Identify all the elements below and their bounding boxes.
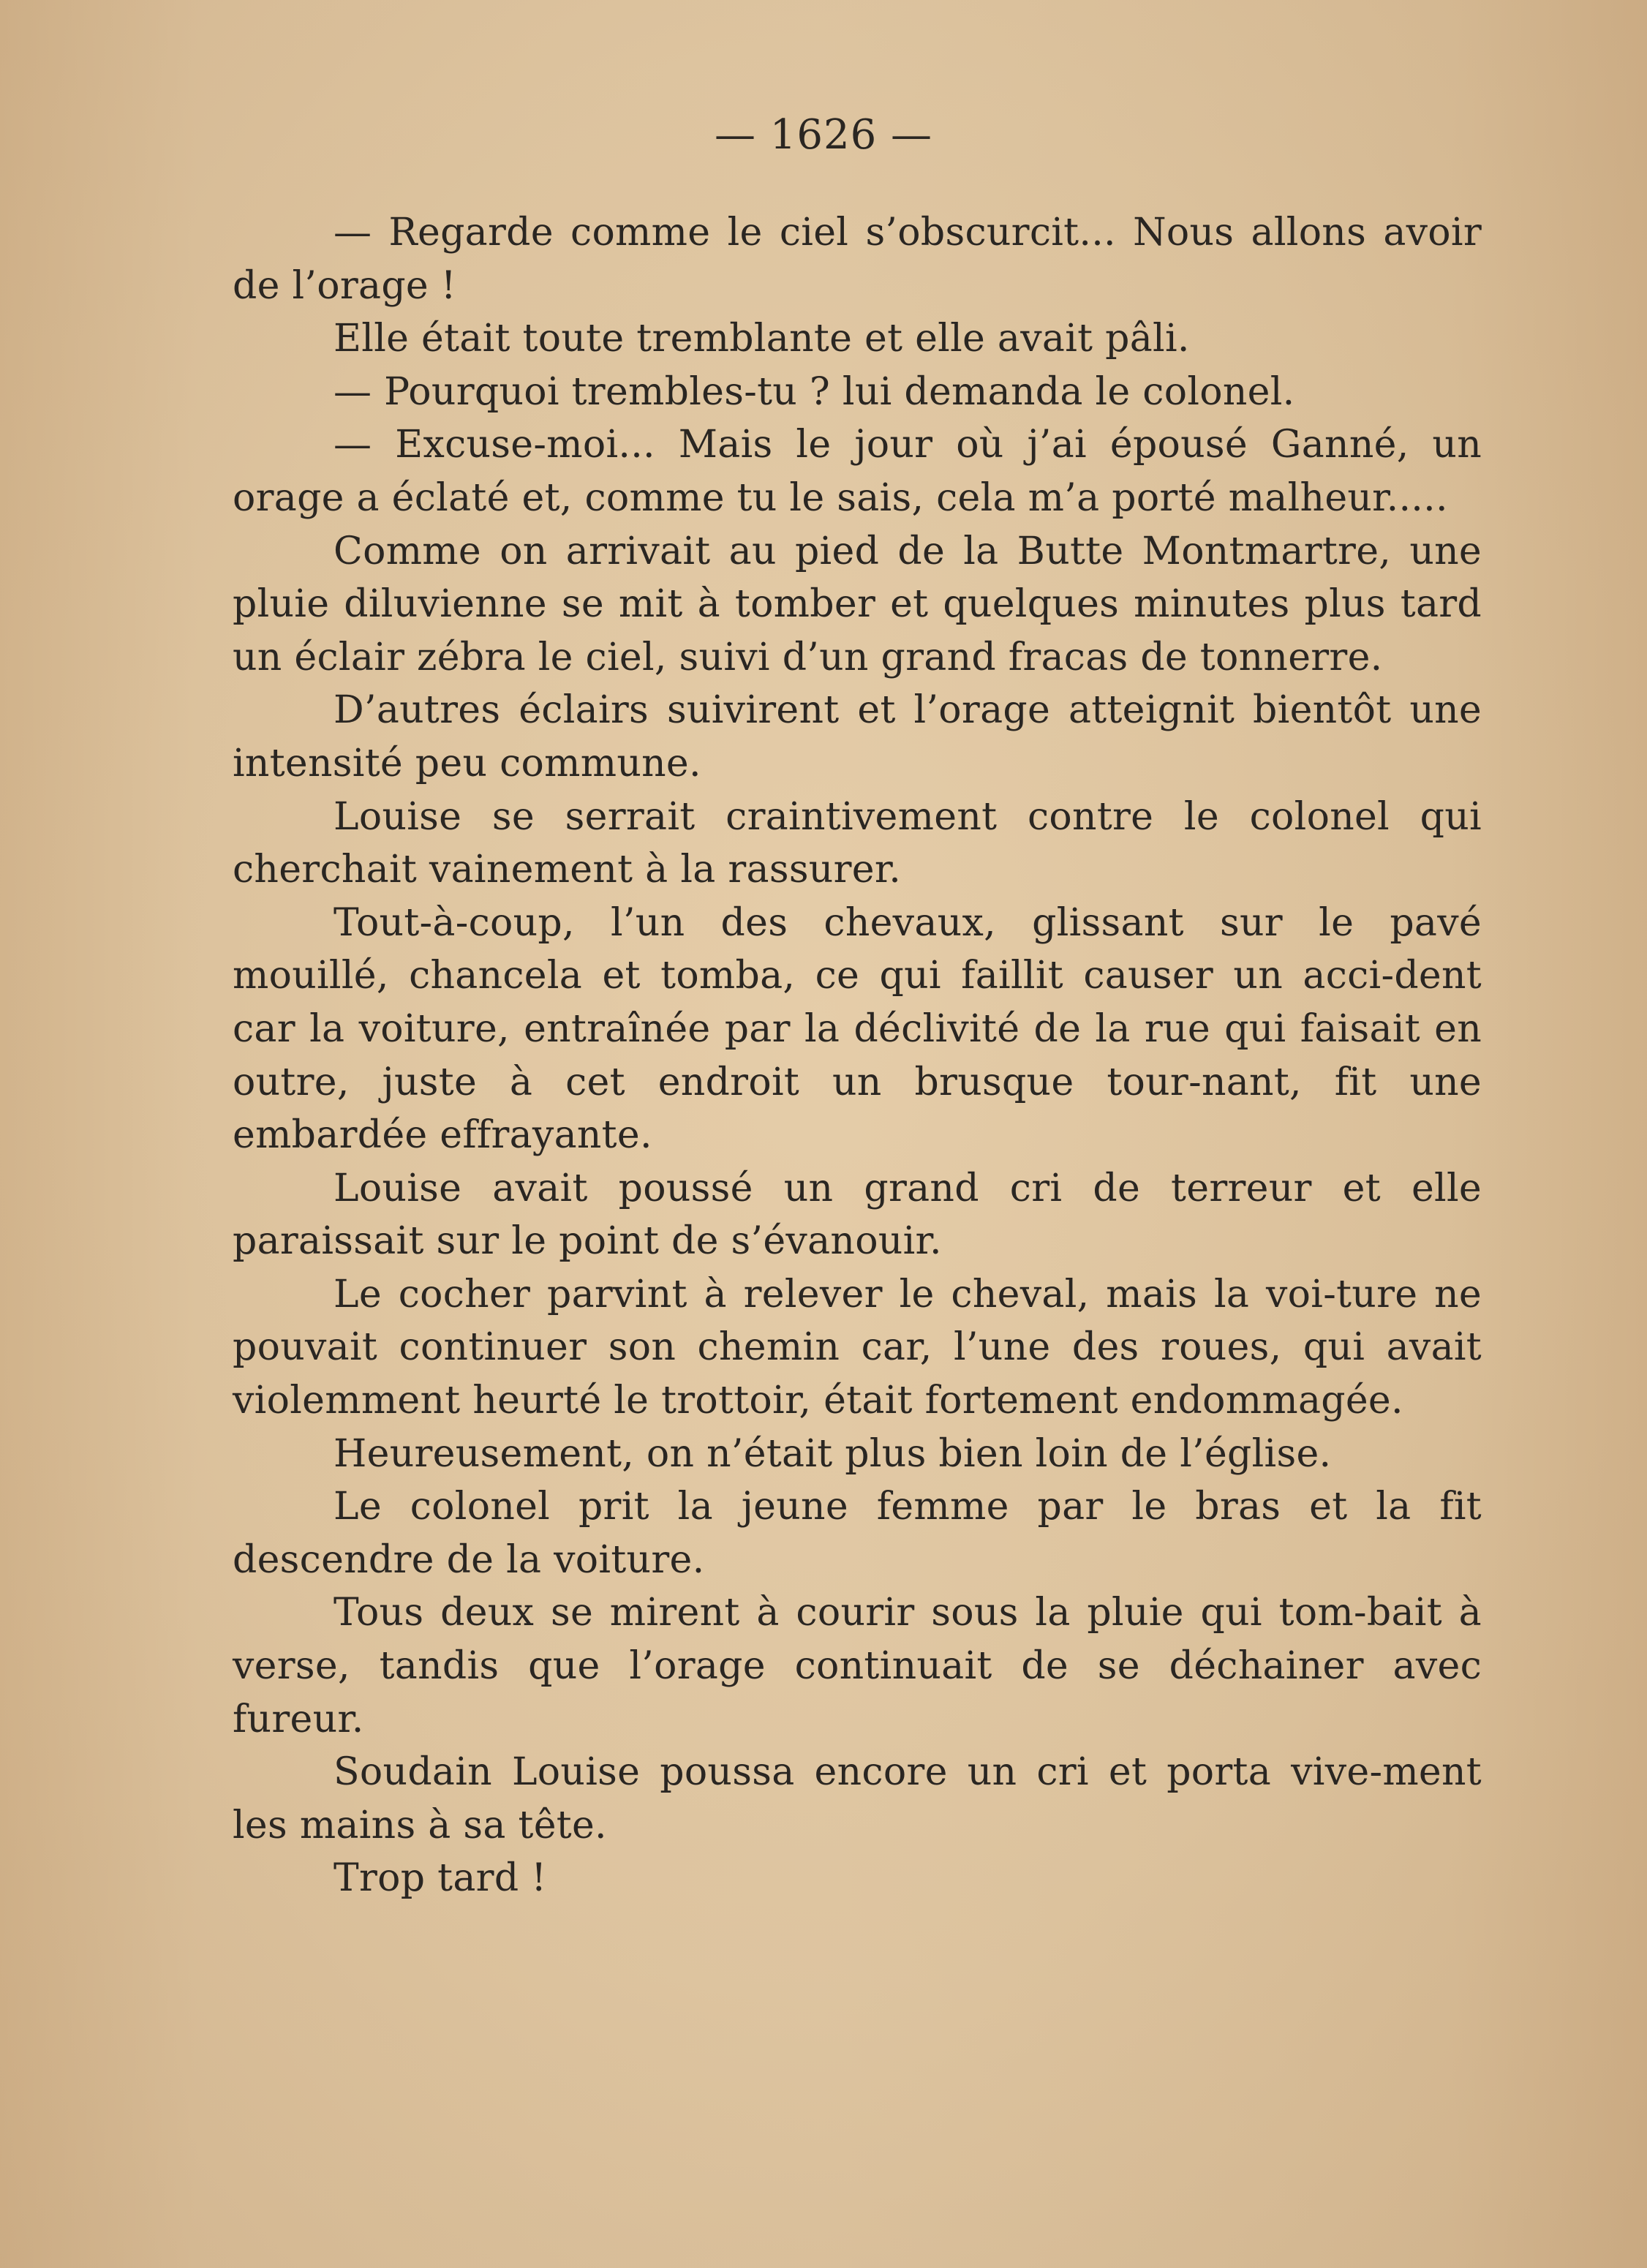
paragraph-7: Louise se serrait craintivement contre le colonel qui cherchait vainement à la rassurer. [233, 794, 1482, 892]
paragraph-4: — Excuse-moi... Mais le jour où j’ai épousé Ganné, un orage a éclaté et, comme tu le sais, cela m’a porté malheur..... [233, 423, 1482, 520]
paragraph-9: Louise avait poussé un grand cri de terreur et elle paraissait sur le point de s’évanouir. [233, 1166, 1482, 1264]
paragraph-1: — Regarde comme le ciel s’obscurcit... Nous allons avoir de l’orage ! [233, 211, 1482, 308]
paragraph-2: Elle était toute tremblante et elle avait pâli. [333, 317, 1190, 361]
paragraph-10: Le cocher parvint à relever le cheval, mais la voi-ture ne pouvait continuer son chemin car, l’une des roues, qui avait violemment heurté le trottoir, était fortement endommagée. [233, 1272, 1482, 1423]
paragraph-13: Tous deux se mirent à courir sous la pluie qui tom-bait à verse, tandis que l’orage continuait de se déchainer avec fureur. [233, 1591, 1482, 1741]
paragraph-12: Le colonel prit la jeune femme par le bras et la fit descendre de la voiture. [233, 1485, 1482, 1582]
paragraph-11: Heureusement, on n’était plus bien loin de l’église. [333, 1431, 1332, 1476]
body-text [233, 206, 1482, 1905]
paragraph-8: Tout-à-coup, l’un des chevaux, glissant sur le pavé mouillé, chancela et tomba, ce qui faillit causer un acci-dent car la voiture, entraînée par la déclivité de la rue qui faisait en outre, juste à cet endroit un brusque tour-nant, fit une embardée effrayante. [233, 900, 1482, 1158]
paragraph-15: Trop tard ! [333, 1856, 547, 1901]
paragraph-3: — Pourquoi trembles-tu ? lui demanda le colonel. [333, 369, 1295, 414]
page-number: — 1626 — [714, 111, 933, 159]
paragraph-5: Comme on arrivait au pied de la Butte Montmartre, une pluie diluvienne se mit à tomber et quelques minutes plus tard un éclair zébra le ciel, suivi d’un grand fracas de tonnerre. [233, 529, 1482, 679]
paragraph-14: Soudain Louise poussa encore un cri et porta vive-ment les mains à sa tête. [233, 1750, 1482, 1847]
paragraph-6: D’autres éclairs suivirent et l’orage atteignit bientôt une intensité peu commune. [233, 688, 1482, 785]
